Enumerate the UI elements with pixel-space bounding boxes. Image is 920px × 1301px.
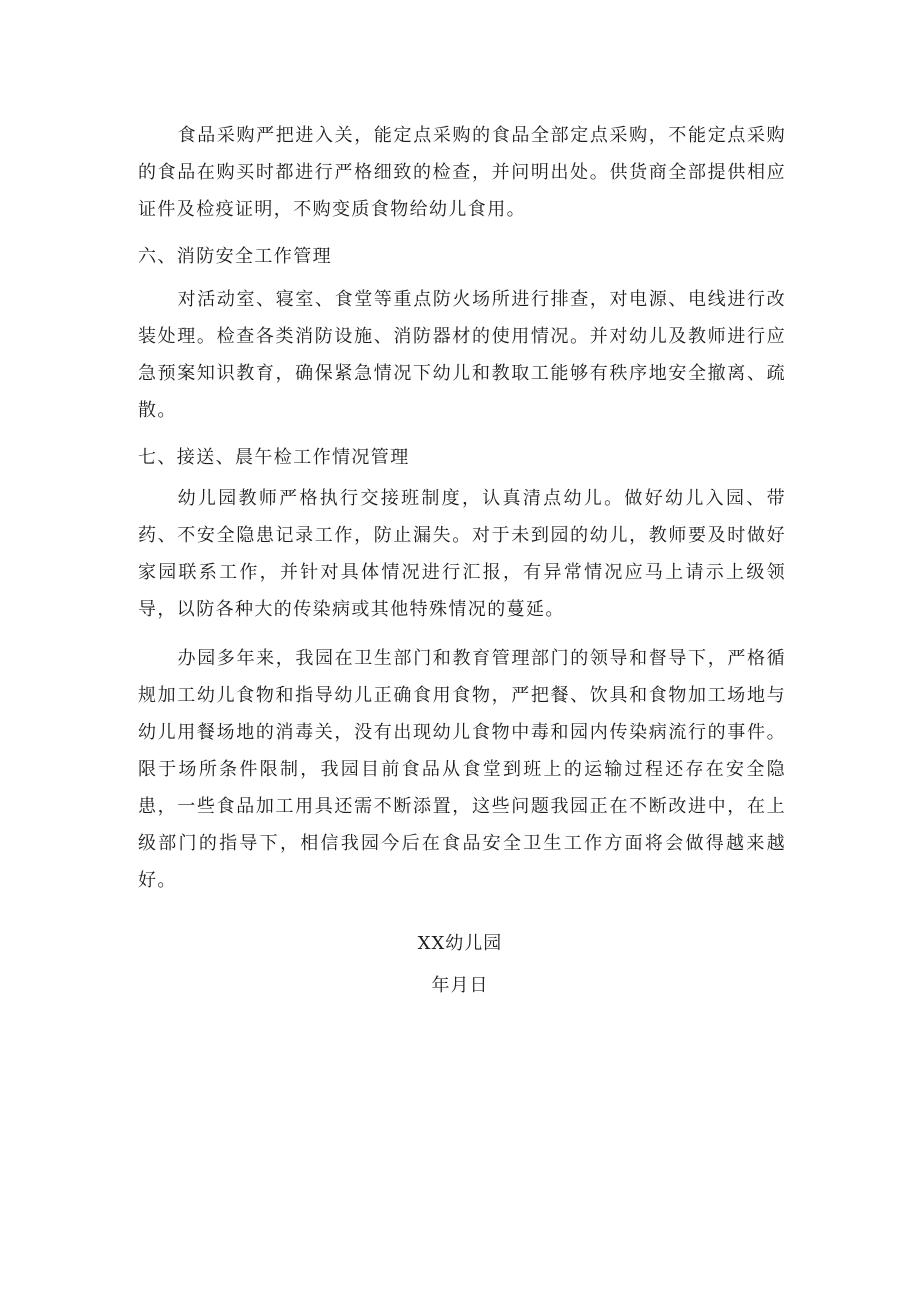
signature-date: 年月日 — [431, 975, 489, 996]
paragraph-pickup-inspection: 幼儿园教师严格执行交接班制度，认真清点幼儿。做好幼儿入园、带药、不安全隐患记录工作，防止漏失。对于未到园的幼儿，教师要及时做好家园联系工作，并针对具体情况进行汇报，有异常情况应马上请示上级领导，以防各种大的传染病或其他特殊情况的蔓延。 — [138, 488, 786, 620]
paragraph-fire-safety: 对活动室、寝室、食堂等重点防火场所进行排查，对电源、电线进行改装处理。检查各类消防设施、消防器材的使用情况。并对幼儿及教师进行应急预案知识教育，确保紧急情况下幼儿和教取工能够有秩序地安全撤离、疏散。 — [138, 289, 786, 421]
section-heading-fire-safety: 六、消防安全工作管理 — [138, 246, 332, 267]
paragraph-food-purchase: 食品采购严把进入关，能定点采购的食品全部定点采购，不能定点采购的食品在购买时都进行严格细致的检查，并问明出处。供货商全部提供相应证件及检疫证明，不购变质食物给幼儿食用。 — [138, 125, 786, 220]
paragraph-conclusion: 办园多年来，我园在卫生部门和教育管理部门的领导和督导下，严格循规加工幼儿食物和指导幼儿正确食用食物，严把餐、饮具和食物加工场地与幼儿用餐场地的消毒关，没有出现幼儿食物中毒和园内传染病流行的事件。限于场所条件限制，我园目前食品从食堂到班上的运输过程还存在安全隐患，一些食品加工用具还需不断添置，这些问题我园正在不断改进中，在上级部门的指导下，相信我园今后在食品安全卫生工作方面将会做得越来越好。 — [138, 648, 786, 891]
signature-organization: XX幼儿园 — [417, 933, 503, 954]
section-heading-pickup-inspection: 七、接送、晨午检工作情况管理 — [138, 447, 410, 468]
